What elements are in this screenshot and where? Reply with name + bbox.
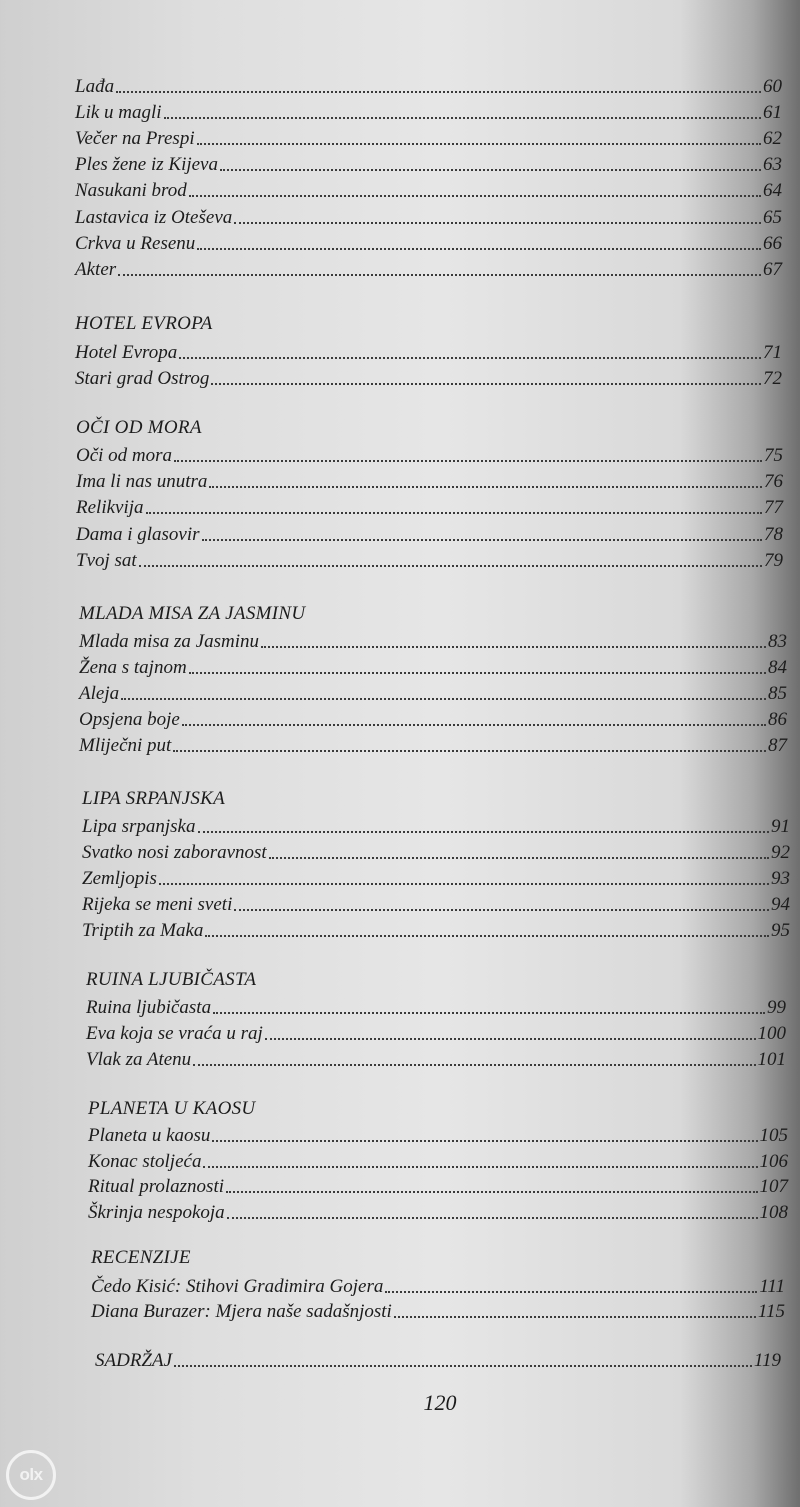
- dot-leader: [193, 1064, 755, 1066]
- toc-entry: [76, 546, 783, 570]
- entry-page: 87: [768, 735, 787, 756]
- entry-page: 67: [763, 259, 782, 280]
- olx-logo-icon: [6, 1450, 56, 1500]
- entry-page: 93: [771, 868, 790, 889]
- dot-leader: [212, 1140, 757, 1142]
- entry-title: Konac stoljeća: [88, 1151, 202, 1172]
- dot-leader: [394, 1316, 756, 1318]
- toc-entry: [91, 1297, 785, 1321]
- toc-entry: [75, 364, 782, 388]
- entry-title: Večer na Prespi: [75, 128, 195, 149]
- toc-entry: [75, 98, 782, 122]
- entry-title: Lastavica iz Oteševa: [75, 207, 233, 228]
- entry-page: 72: [763, 368, 782, 389]
- entry-title: Ritual prolaznosti: [88, 1176, 225, 1197]
- toc-entry: [91, 1272, 785, 1296]
- entry-page: 92: [771, 842, 790, 863]
- dot-leader: [182, 724, 766, 726]
- dot-leader: [211, 383, 761, 385]
- toc-entry: [82, 916, 790, 940]
- dot-leader: [197, 248, 761, 250]
- entry-page: 101: [757, 1049, 786, 1070]
- entry-page: 84: [768, 657, 787, 678]
- entry-title: Hotel Evropa: [75, 342, 178, 363]
- section-heading: RECENZIJE: [91, 1247, 191, 1268]
- dot-leader: [227, 1217, 758, 1219]
- toc-entry: [79, 705, 787, 729]
- entry-page: 100: [757, 1023, 786, 1044]
- toc-entry: [88, 1147, 788, 1171]
- entry-title: Lađa: [75, 76, 115, 97]
- dot-leader: [174, 1365, 752, 1367]
- entry-title: Ima li nas unutra: [76, 471, 208, 492]
- dot-leader: [139, 565, 762, 567]
- toc-entry: [82, 838, 790, 862]
- toc-entry: [86, 993, 786, 1017]
- entry-title: Stari grad Ostrog: [75, 368, 210, 389]
- dot-leader: [261, 646, 766, 648]
- toc-entry: [82, 864, 790, 888]
- toc-entry: [76, 520, 783, 544]
- entry-title: Planeta u kaosu: [88, 1125, 211, 1146]
- dot-leader: [205, 935, 769, 937]
- entry-title: SADRŽAJ: [95, 1350, 173, 1371]
- entry-page: 108: [759, 1202, 788, 1223]
- entry-page: 105: [759, 1125, 788, 1146]
- entry-title: Lipa srpanjska: [82, 816, 196, 837]
- section-heading: LIPA SRPANJSKA: [82, 788, 226, 809]
- toc-entry: [75, 150, 782, 174]
- entry-page: 71: [763, 342, 782, 363]
- entry-title: Crkva u Resenu: [75, 233, 196, 254]
- dot-leader: [234, 222, 761, 224]
- dot-leader: [164, 117, 761, 119]
- dot-leader: [118, 274, 761, 276]
- dot-leader: [202, 539, 763, 541]
- entry-page: 83: [768, 631, 787, 652]
- toc-entry: [79, 653, 787, 677]
- toc-entry: [79, 679, 787, 703]
- dot-leader: [179, 357, 761, 359]
- entry-title: Ples žene iz Kijeva: [75, 154, 218, 175]
- entry-title: Akter: [75, 259, 117, 280]
- entry-page: 91: [771, 816, 790, 837]
- entry-title: Tvoj sat: [76, 550, 137, 571]
- toc-entry: [75, 203, 782, 227]
- dot-leader: [189, 195, 761, 197]
- entry-page: 111: [759, 1276, 785, 1297]
- dot-leader: [189, 672, 766, 674]
- toc-entry: [82, 890, 790, 914]
- page-number: 120: [423, 1390, 457, 1415]
- entry-page: 61: [763, 102, 782, 123]
- entry-title: Triptih za Maka: [82, 920, 204, 941]
- toc-entry: [75, 72, 782, 96]
- entry-title: Rijeka se meni sveti: [82, 894, 233, 915]
- entry-page: 79: [764, 550, 783, 571]
- toc-entry: [86, 1045, 786, 1069]
- dot-leader: [197, 143, 761, 145]
- dot-leader: [220, 169, 761, 171]
- entry-page: 99: [767, 997, 786, 1018]
- entry-title: Aleja: [79, 683, 120, 704]
- toc-entry: [82, 812, 790, 836]
- entry-title: Dama i glasovir: [76, 524, 200, 545]
- entry-page: 86: [768, 709, 787, 730]
- entry-title: Diana Burazer: Mjera naše sadašnjosti: [91, 1301, 392, 1322]
- dot-leader: [209, 486, 762, 488]
- dot-leader: [174, 460, 762, 462]
- toc-entry: [79, 731, 787, 755]
- dot-leader: [213, 1012, 765, 1014]
- entry-page: 62: [763, 128, 782, 149]
- dot-leader: [226, 1191, 757, 1193]
- dot-leader: [203, 1166, 757, 1168]
- entry-page: 85: [768, 683, 787, 704]
- entry-page: 94: [771, 894, 790, 915]
- entry-page: 64: [763, 180, 782, 201]
- entry-page: 75: [764, 445, 783, 466]
- section-heading: HOTEL EVROPA: [75, 313, 213, 334]
- dot-leader: [198, 831, 770, 833]
- toc-entry: [88, 1121, 788, 1145]
- toc-entry: [75, 176, 782, 200]
- entry-title: Relikvija: [76, 497, 144, 518]
- dot-leader: [121, 698, 766, 700]
- toc-entry: [76, 493, 783, 517]
- toc-entry: [79, 627, 787, 651]
- entry-page: 78: [764, 524, 783, 545]
- entry-page: 106: [759, 1151, 788, 1172]
- entry-title: Škrinja nespokoja: [88, 1202, 225, 1223]
- dot-leader: [265, 1038, 756, 1040]
- entry-title: Svatko nosi zaboravnost: [82, 842, 267, 863]
- dot-leader: [234, 909, 769, 911]
- entry-title: Čedo Kisić: Stihovi Gradimira Gojera: [91, 1276, 384, 1297]
- toc-entry: [95, 1346, 781, 1370]
- entry-page: 119: [753, 1350, 781, 1371]
- entry-page: 107: [759, 1176, 788, 1197]
- entry-title: Eva koja se vraća u raj: [86, 1023, 263, 1044]
- toc-entry: [88, 1172, 788, 1196]
- toc-entry: [76, 467, 783, 491]
- entry-page: 115: [757, 1301, 785, 1322]
- entry-title: Opsjena boje: [79, 709, 180, 730]
- dot-leader: [146, 512, 762, 514]
- dot-leader: [269, 857, 769, 859]
- toc-entry: [75, 338, 782, 362]
- entry-page: 66: [763, 233, 782, 254]
- dot-leader: [159, 883, 769, 885]
- entry-title: Mlada misa za Jasminu: [79, 631, 259, 652]
- toc-entry: [75, 255, 782, 279]
- entry-page: 76: [764, 471, 783, 492]
- entry-title: Žena s tajnom: [79, 657, 187, 678]
- entry-title: Mliječni put: [79, 735, 172, 756]
- section-heading: MLADA MISA ZA JASMINU: [79, 603, 306, 624]
- entry-title: Nasukani brod: [75, 180, 187, 201]
- dot-leader: [116, 91, 761, 93]
- section-heading: RUINA LJUBIČASTA: [86, 969, 257, 990]
- section-heading: PLANETA U KAOSU: [88, 1098, 256, 1119]
- entry-title: Lik u magli: [75, 102, 162, 123]
- entry-page: 60: [763, 76, 782, 97]
- entry-title: Oči od mora: [76, 445, 173, 466]
- entry-page: 65: [763, 207, 782, 228]
- dot-leader: [173, 750, 766, 752]
- toc-entry: [75, 124, 782, 148]
- watermark-text: olx: [19, 1465, 43, 1484]
- toc-entry: [75, 229, 782, 253]
- entry-title: Ruina ljubičasta: [86, 997, 212, 1018]
- entry-title: Vlak za Atenu: [86, 1049, 192, 1070]
- toc-entry: [88, 1198, 788, 1222]
- entry-page: 95: [771, 920, 790, 941]
- toc-entry: [86, 1019, 786, 1043]
- dot-leader: [385, 1291, 757, 1293]
- entry-page: 77: [764, 497, 783, 518]
- section-heading: OČI OD MORA: [76, 417, 202, 438]
- entry-title: Zemljopis: [82, 868, 157, 889]
- entry-page: 63: [763, 154, 782, 175]
- toc-entry: [76, 441, 783, 465]
